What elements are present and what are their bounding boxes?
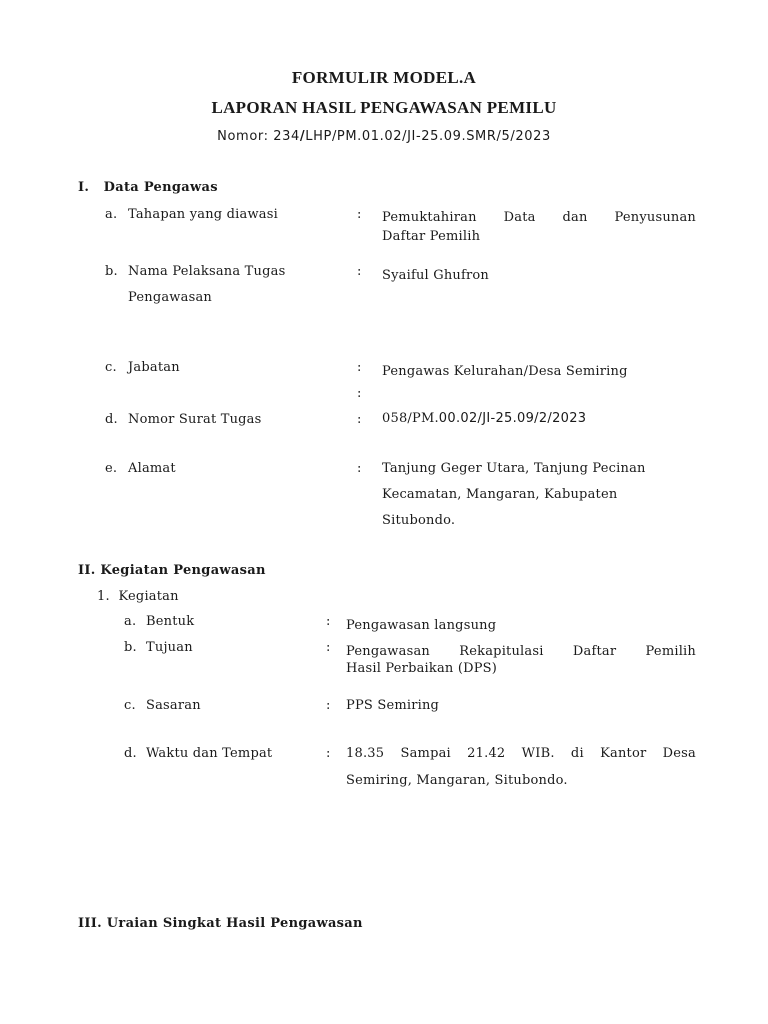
item-letter: a. [105, 207, 118, 222]
colon: : [326, 614, 331, 629]
waktu-tempat-value-line2: Semiring, Mangaran, Situbondo. [346, 773, 568, 788]
waktu-tempat-label: Waktu dan Tempat [146, 746, 273, 761]
alamat-value-line3: Situbondo. [382, 513, 456, 528]
document-number-slash: / [299, 129, 306, 144]
waktu-tempat-value-line1: 18.35 Sampai 21.42 WIB. di Kantor Desa [346, 746, 696, 761]
alamat-label: Alamat [128, 461, 176, 476]
tujuan-value-line1: Pengawasan Rekapitulasi Daftar Pemilih [346, 644, 696, 659]
item-letter: c. [124, 698, 136, 713]
tahapan-value-line1: Pemuktahiran Data dan Penyusunan [382, 210, 696, 225]
colon: : [357, 264, 362, 279]
bentuk-label: Bentuk [146, 614, 195, 629]
colon: : [326, 698, 331, 713]
item-letter: c. [105, 360, 117, 375]
colon: : [357, 207, 362, 222]
colon: : [357, 412, 362, 427]
nomor-surat-value-prefix: 058/PM. [382, 411, 439, 426]
item-letter: a. [124, 614, 137, 629]
nomor-surat-label: Nomor Surat Tugas [128, 412, 262, 427]
sasaran-label: Sasaran [146, 698, 201, 713]
section-data-pengawas-heading: I. Data Pengawas [78, 180, 218, 195]
nama-label-line2: Pengawasan [128, 290, 212, 305]
tahapan-value-line2: Daftar Pemilih [382, 229, 481, 244]
nomor-surat-value-rest: 00.02/JI-25.09/2/2023 [438, 411, 587, 426]
jabatan-value: Pengawas Kelurahan/Desa Semiring [382, 364, 628, 379]
tujuan-value-line2: Hasil Perbaikan (DPS) [346, 661, 498, 676]
colon: : [326, 640, 331, 655]
section-uraian-singkat-heading: III. Uraian Singkat Hasil Pengawasan [78, 916, 363, 931]
colon: : [326, 746, 331, 761]
nama-label-line1: Nama Pelaksana Tugas [128, 264, 286, 279]
alamat-value-line2: Kecamatan, Mangaran, Kabupaten [382, 487, 618, 502]
item-letter: d. [105, 412, 118, 427]
kegiatan-subheading: 1. Kegiatan [97, 589, 179, 604]
jabatan-label: Jabatan [128, 360, 180, 375]
item-letter: e. [105, 461, 118, 476]
nomor-surat-value [382, 411, 586, 426]
colon-extra: : [357, 386, 362, 401]
bentuk-value: Pengawasan langsung [346, 618, 497, 633]
document-number-prefix: Nomor: 234 [217, 129, 300, 144]
item-letter: b. [124, 640, 137, 655]
item-letter: d. [124, 746, 137, 761]
report-title: LAPORAN HASIL PENGAWASAN PEMILU [211, 98, 557, 117]
document-number [0, 129, 768, 144]
colon: : [357, 360, 362, 375]
section-kegiatan-pengawasan-heading: II. Kegiatan Pengawasan [78, 563, 266, 578]
document-number-rest: LHP/PM.01.02/JI-25.09.SMR/5/2023 [305, 129, 551, 144]
item-letter: b. [105, 264, 118, 279]
sasaran-value: PPS Semiring [346, 698, 440, 713]
form-title: FORMULIR MODEL.A [291, 68, 477, 87]
alamat-value-line1: Tanjung Geger Utara, Tanjung Pecinan [382, 461, 646, 476]
tujuan-label: Tujuan [146, 640, 193, 655]
nama-value: Syaiful Ghufron [382, 268, 489, 283]
colon: : [357, 461, 362, 476]
tahapan-label: Tahapan yang diawasi [128, 207, 278, 222]
